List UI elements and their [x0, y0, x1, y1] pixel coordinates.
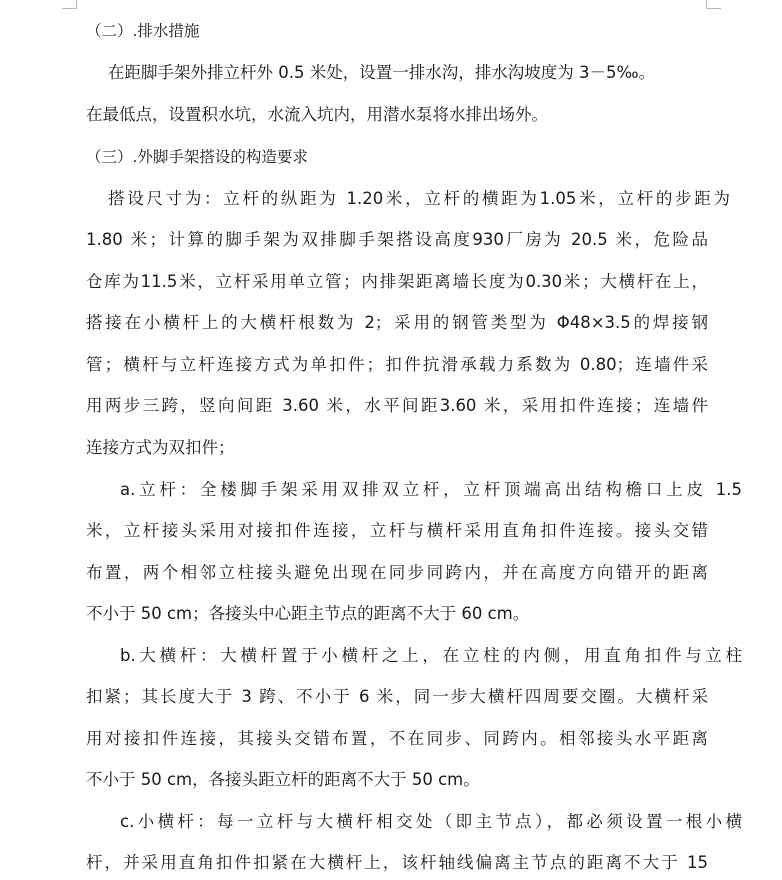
paragraph-line: 在距脚手架外排立杆外 0.5 米处，设置一排水沟，排水沟坡度为 3－5‰。: [108, 63, 656, 82]
paragraph-line: 杆，并采用直角扣件扣紧在大横杆上，该杆轴线偏离主节点的距离不大于 15: [86, 853, 708, 872]
paragraph-line: 连接方式为双扣件；: [86, 438, 235, 457]
section-heading-scaffold-requirements: （三）.外脚手架搭设的构造要求: [86, 148, 308, 166]
paragraph-line: 在最低点，设置积水坑，水流入坑内，用潜水泵将水排出场外。: [86, 105, 548, 124]
paragraph-line: 米，立杆接头采用对接扣件连接，立杆与横杆采用直角扣件连接。接头交错: [86, 521, 708, 540]
paragraph-line: 用两步三跨，竖向间距 3.60 米，水平间距3.60 米，采用扣件连接；连墙件: [86, 396, 708, 415]
paragraph-line: 1.80 米；计算的脚手架为双排脚手架搭设高度930厂房为 20.5 米，危险品: [86, 230, 708, 249]
section-heading-drainage: （二）.排水措施: [86, 22, 200, 40]
paragraph-line: 管；横杆与立杆连接方式为单扣件；扣件抗滑承载力系数为 0.80；连墙件采: [86, 355, 708, 374]
paragraph-line: 布置，两个相邻立柱接头避免出现在同步同跨内，并在高度方向错开的距离: [86, 563, 708, 582]
page-corner-mark-right: [706, 0, 721, 9]
item-a-line: a.立杆：全楼脚手架采用双排双立杆，立杆顶端高出结构檐口上皮 1.5: [120, 480, 742, 499]
page-corner-mark-left: [62, 0, 77, 9]
item-c-line: c.小横杆：每一立杆与大横杆相交处（即主节点），都必须设置一根小横: [120, 812, 742, 831]
paragraph-line: 搭接在小横杆上的大横杆根数为 2；采用的钢管类型为 Φ48×3.5的焊接钢: [86, 313, 708, 332]
paragraph-line: 用对接扣件连接，其接头交错布置，不在同步、同跨内。相邻接头水平距离: [86, 729, 708, 748]
paragraph-line: 不小于 50 cm，各接头距立杆的距离不大于 50 cm。: [86, 770, 480, 789]
paragraph-line: 仓库为11.5米，立杆采用单立管；内排架距离墙长度为0.30米；大横杆在上，: [86, 272, 708, 291]
paragraph-line: 不小于 50 cm；各接头中心距主节点的距离不大于 60 cm。: [86, 604, 530, 623]
paragraph-line: 搭设尺寸为：立杆的纵距为 1.20米，立杆的横距为1.05米，立杆的步距为: [108, 189, 730, 208]
paragraph-line: 扣紧；其长度大于 3 跨、不小于 6 米，同一步大横杆四周要交圈。大横杆采: [86, 687, 708, 706]
item-b-line: b.大横杆：大横杆置于小横杆之上，在立柱的内侧，用直角扣件与立柱: [120, 646, 742, 665]
